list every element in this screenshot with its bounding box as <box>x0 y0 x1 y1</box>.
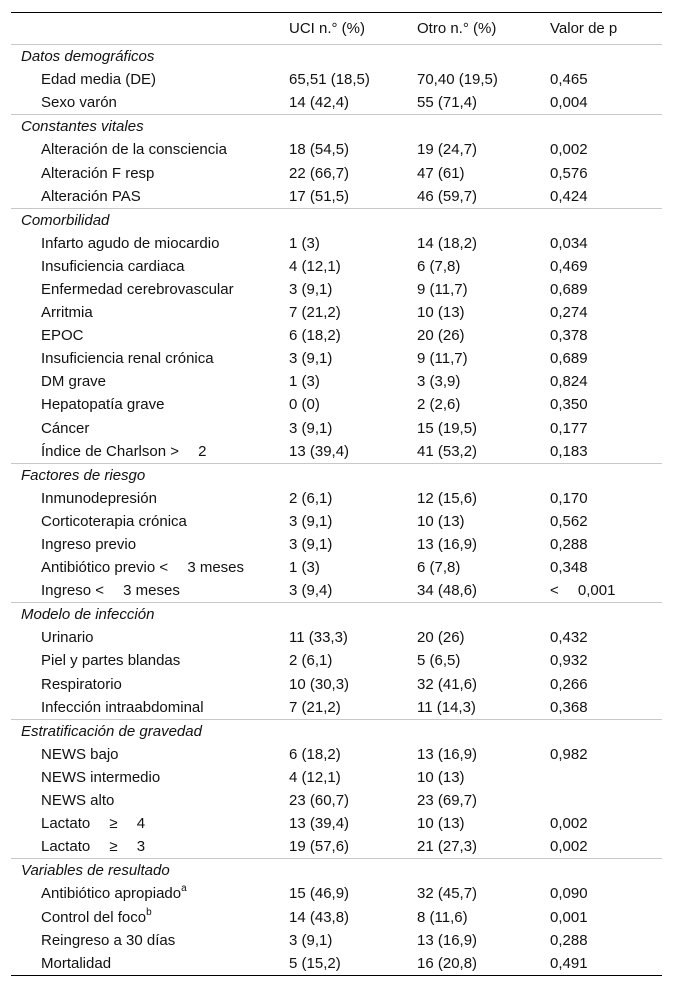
p-value: 0,424 <box>550 187 588 205</box>
footnote-marker: a <box>181 883 187 895</box>
row-label-text: Urinario <box>41 629 94 647</box>
otro-value: 34 (48,6) <box>417 582 478 600</box>
row-label <box>11 696 289 720</box>
section-title: Comorbilidad <box>11 208 662 232</box>
section-row <box>11 115 662 139</box>
row-label <box>11 789 289 812</box>
row-label <box>11 812 289 835</box>
uci-value: 3 (9,1) <box>289 512 333 530</box>
uci-value: 7 (21,2) <box>289 304 341 322</box>
p-value: 0,689 <box>550 350 588 368</box>
p-value: 0,932 <box>550 652 588 670</box>
otro-value: 70,40 (19,5) <box>417 71 498 89</box>
header-uci: UCI n.° (%) <box>289 20 366 37</box>
uci-value: 0 (0) <box>289 396 320 414</box>
otro-value: 20 (26) <box>417 327 465 345</box>
table-row <box>11 579 662 603</box>
uci-value: 14 (42,4) <box>289 94 350 112</box>
table-row <box>11 696 662 720</box>
uci-value: 3 (9,1) <box>289 931 333 949</box>
p-value: 0,002 <box>550 815 588 833</box>
otro-value: 12 (15,6) <box>417 489 478 507</box>
row-label <box>11 301 289 324</box>
table-row <box>11 324 662 347</box>
p-value: 0,378 <box>550 327 588 345</box>
uci-value: 11 (33,3) <box>289 629 348 647</box>
row-label-text: Edad media (DE) <box>41 71 157 89</box>
uci-value: 1 (3) <box>289 559 320 577</box>
otro-value: 2 (2,6) <box>417 396 461 414</box>
row-label-text: Hepatopatía grave <box>41 396 165 414</box>
row-label-text: Arritmia <box>41 304 93 322</box>
section-row <box>11 859 662 883</box>
otro-value: 8 (11,6) <box>417 908 468 926</box>
otro-value: 9 (11,7) <box>417 280 468 298</box>
table-row <box>11 882 662 905</box>
table-row <box>11 929 662 952</box>
row-label <box>11 417 289 440</box>
uci-value: 15 (46,9) <box>289 885 350 903</box>
otro-value: 14 (18,2) <box>417 234 478 252</box>
p-value: 0,177 <box>550 419 588 437</box>
row-label-text: Infección intraabdominal <box>41 698 204 716</box>
p-value: 0,432 <box>550 629 588 647</box>
table-row <box>11 417 662 440</box>
table-row <box>11 789 662 812</box>
table-row <box>11 440 662 464</box>
row-label-text: Control del foco <box>41 908 147 926</box>
row-label-text: NEWS alto <box>41 792 115 810</box>
row-label-text: Corticoterapia crónica <box>41 512 187 530</box>
p-value: 0,183 <box>550 442 588 460</box>
section-row <box>11 208 662 232</box>
section-title: Variables de resultado <box>11 859 662 883</box>
uci-value: 5 (15,2) <box>289 954 341 972</box>
uci-value: 3 (9,4) <box>289 582 333 600</box>
otro-value: 47 (61) <box>417 164 465 182</box>
p-value: 0,562 <box>550 512 588 530</box>
row-label-text: Ingreso previo <box>41 536 137 554</box>
row-label-text: Reingreso a 30 días <box>41 931 176 949</box>
uci-value: 13 (39,4) <box>289 815 350 833</box>
p-value: < 0,001 <box>550 582 616 600</box>
uci-value: 19 (57,6) <box>289 838 350 856</box>
row-label <box>11 440 289 464</box>
otro-value: 41 (53,2) <box>417 442 478 460</box>
uci-value: 14 (43,8) <box>289 908 350 926</box>
otro-value: 19 (24,7) <box>417 141 478 159</box>
otro-value: 10 (13) <box>417 815 465 833</box>
row-label <box>11 232 289 255</box>
uci-value: 18 (54,5) <box>289 141 350 159</box>
section-row <box>11 463 662 487</box>
row-label <box>11 952 289 976</box>
section-row <box>11 719 662 743</box>
table-row <box>11 393 662 416</box>
p-value: 0,576 <box>550 164 588 182</box>
row-label-text: Índice de Charlson > 2 <box>41 442 207 460</box>
row-label-text: Alteración F resp <box>41 164 155 182</box>
row-label <box>11 185 289 209</box>
p-value: 0,002 <box>550 141 588 159</box>
uci-value: 4 (12,1) <box>289 768 341 786</box>
uci-value: 3 (9,1) <box>289 280 333 298</box>
table-row <box>11 232 662 255</box>
otro-value: 21 (27,3) <box>417 838 478 856</box>
row-label <box>11 138 289 161</box>
uci-value: 13 (39,4) <box>289 442 350 460</box>
row-label-text: DM grave <box>41 373 107 391</box>
row-label <box>11 929 289 952</box>
p-value: 0,982 <box>550 745 588 763</box>
row-label-text: Antibiótico apropiado <box>41 885 182 903</box>
table-row <box>11 161 662 184</box>
data-table-container <box>11 12 662 976</box>
p-value: 0,824 <box>550 373 588 391</box>
row-label <box>11 91 289 115</box>
table-row <box>11 649 662 672</box>
p-value: 0,469 <box>550 257 588 275</box>
otro-value: 9 (11,7) <box>417 350 468 368</box>
section-title: Estratificación de gravedad <box>11 719 662 743</box>
row-label <box>11 579 289 603</box>
row-label-text: NEWS intermedio <box>41 768 161 786</box>
uci-value: 10 (30,3) <box>289 675 350 693</box>
p-value: 0,002 <box>550 838 588 856</box>
row-label-text: Insuficiencia cardiaca <box>41 257 185 275</box>
otro-value: 10 (13) <box>417 512 465 530</box>
row-label <box>11 347 289 370</box>
table-row <box>11 905 662 928</box>
footnote-marker: b <box>146 906 152 918</box>
p-value: 0,368 <box>550 698 588 716</box>
otro-value: 23 (69,7) <box>417 792 478 810</box>
table-row <box>11 347 662 370</box>
row-label-text: Alteración PAS <box>41 187 141 205</box>
row-label-text: Insuficiencia renal crónica <box>41 350 214 368</box>
row-label-text: Antibiótico previo < 3 meses <box>41 559 245 577</box>
header-row <box>11 13 662 45</box>
table-row <box>11 766 662 789</box>
row-label <box>11 68 289 91</box>
table-row <box>11 556 662 579</box>
uci-value: 23 (60,7) <box>289 792 350 810</box>
uci-value: 1 (3) <box>289 373 320 391</box>
p-value <box>550 766 662 789</box>
row-label <box>11 673 289 696</box>
section-title: Constantes vitales <box>11 115 662 139</box>
otro-value: 6 (7,8) <box>417 559 461 577</box>
p-value: 0,689 <box>550 280 588 298</box>
otro-value: 13 (16,9) <box>417 536 478 554</box>
row-label-text: NEWS bajo <box>41 745 119 763</box>
row-label-text: Respiratorio <box>41 675 122 693</box>
p-value: 0,034 <box>550 234 588 252</box>
otro-value: 55 (71,4) <box>417 94 478 112</box>
p-value: 0,288 <box>550 931 588 949</box>
header-p-value: Valor de p <box>550 20 618 37</box>
row-label <box>11 766 289 789</box>
row-label <box>11 487 289 510</box>
p-value: 0,288 <box>550 536 588 554</box>
table-body <box>11 45 662 976</box>
row-label-text: Inmunodepresión <box>41 489 157 507</box>
uci-value: 6 (18,2) <box>289 327 341 345</box>
p-value <box>550 789 662 812</box>
row-label <box>11 533 289 556</box>
row-label <box>11 556 289 579</box>
otro-value: 32 (41,6) <box>417 675 478 693</box>
row-label-text: Alteración de la consciencia <box>41 141 227 159</box>
table-row <box>11 91 662 115</box>
row-label-text: EPOC <box>41 327 84 345</box>
uci-value: 2 (6,1) <box>289 489 333 507</box>
row-label-text: Enfermedad cerebrovascular <box>41 280 234 298</box>
p-value: 0,350 <box>550 396 588 414</box>
row-label <box>11 743 289 766</box>
row-label <box>11 393 289 416</box>
uci-value: 3 (9,1) <box>289 350 333 368</box>
section-title: Datos demográficos <box>11 45 662 69</box>
table-header <box>11 13 662 45</box>
otro-value: 16 (20,8) <box>417 954 478 972</box>
otro-value: 10 (13) <box>417 768 465 786</box>
row-label <box>11 510 289 533</box>
otro-value: 32 (45,7) <box>417 885 478 903</box>
header-label-col <box>11 13 289 45</box>
table-row <box>11 255 662 278</box>
otro-value: 11 (14,3) <box>417 698 476 716</box>
table-row <box>11 370 662 393</box>
p-value: 0,348 <box>550 559 588 577</box>
row-label-text: Mortalidad <box>41 954 112 972</box>
uci-value: 17 (51,5) <box>289 187 350 205</box>
uci-value: 3 (9,1) <box>289 536 333 554</box>
table-row <box>11 743 662 766</box>
otro-value: 15 (19,5) <box>417 419 478 437</box>
table-row <box>11 835 662 859</box>
row-label <box>11 255 289 278</box>
p-value: 0,004 <box>550 94 588 112</box>
otro-value: 3 (3,9) <box>417 373 461 391</box>
table-row <box>11 510 662 533</box>
uci-value: 4 (12,1) <box>289 257 341 275</box>
row-label <box>11 905 289 928</box>
table-row <box>11 673 662 696</box>
p-value: 0,170 <box>550 489 588 507</box>
table-row <box>11 301 662 324</box>
otro-value: 13 (16,9) <box>417 931 478 949</box>
row-label <box>11 835 289 859</box>
row-label <box>11 649 289 672</box>
row-label-text: Sexo varón <box>41 94 117 112</box>
otro-value: 6 (7,8) <box>417 257 461 275</box>
table-row <box>11 952 662 976</box>
row-label <box>11 882 289 905</box>
otro-value: 13 (16,9) <box>417 745 478 763</box>
table-row <box>11 533 662 556</box>
row-label <box>11 370 289 393</box>
row-label-text: Lactato ≥ 4 <box>41 815 146 833</box>
row-label-text: Ingreso < 3 meses <box>41 582 180 600</box>
section-row <box>11 603 662 627</box>
table-row <box>11 68 662 91</box>
header-otro: Otro n.° (%) <box>417 20 497 37</box>
table-row <box>11 626 662 649</box>
otro-value: 10 (13) <box>417 304 465 322</box>
comparison-table <box>11 12 662 976</box>
p-value: 0,274 <box>550 304 588 322</box>
uci-value: 1 (3) <box>289 234 320 252</box>
uci-value: 6 (18,2) <box>289 745 341 763</box>
table-row <box>11 185 662 209</box>
p-value: 0,491 <box>550 954 588 972</box>
uci-value: 2 (6,1) <box>289 652 333 670</box>
row-label <box>11 324 289 347</box>
p-value: 0,266 <box>550 675 588 693</box>
otro-value: 5 (6,5) <box>417 652 461 670</box>
p-value: 0,090 <box>550 885 588 903</box>
section-title: Modelo de infección <box>11 603 662 627</box>
otro-value: 46 (59,7) <box>417 187 478 205</box>
section-row <box>11 45 662 69</box>
section-title: Factores de riesgo <box>11 463 662 487</box>
table-row <box>11 278 662 301</box>
row-label-text: Cáncer <box>41 419 90 437</box>
p-value: 0,001 <box>550 908 588 926</box>
row-label-text: Piel y partes blandas <box>41 652 181 670</box>
table-row <box>11 138 662 161</box>
p-value: 0,465 <box>550 71 588 89</box>
uci-value: 3 (9,1) <box>289 419 333 437</box>
row-label <box>11 278 289 301</box>
row-label-text: Lactato ≥ 3 <box>41 838 146 856</box>
row-label <box>11 626 289 649</box>
row-label <box>11 161 289 184</box>
otro-value: 20 (26) <box>417 629 465 647</box>
row-label-text: Infarto agudo de miocardio <box>41 234 220 252</box>
table-row <box>11 487 662 510</box>
uci-value: 22 (66,7) <box>289 164 350 182</box>
uci-value: 7 (21,2) <box>289 698 341 716</box>
table-row <box>11 812 662 835</box>
uci-value: 65,51 (18,5) <box>289 71 370 89</box>
